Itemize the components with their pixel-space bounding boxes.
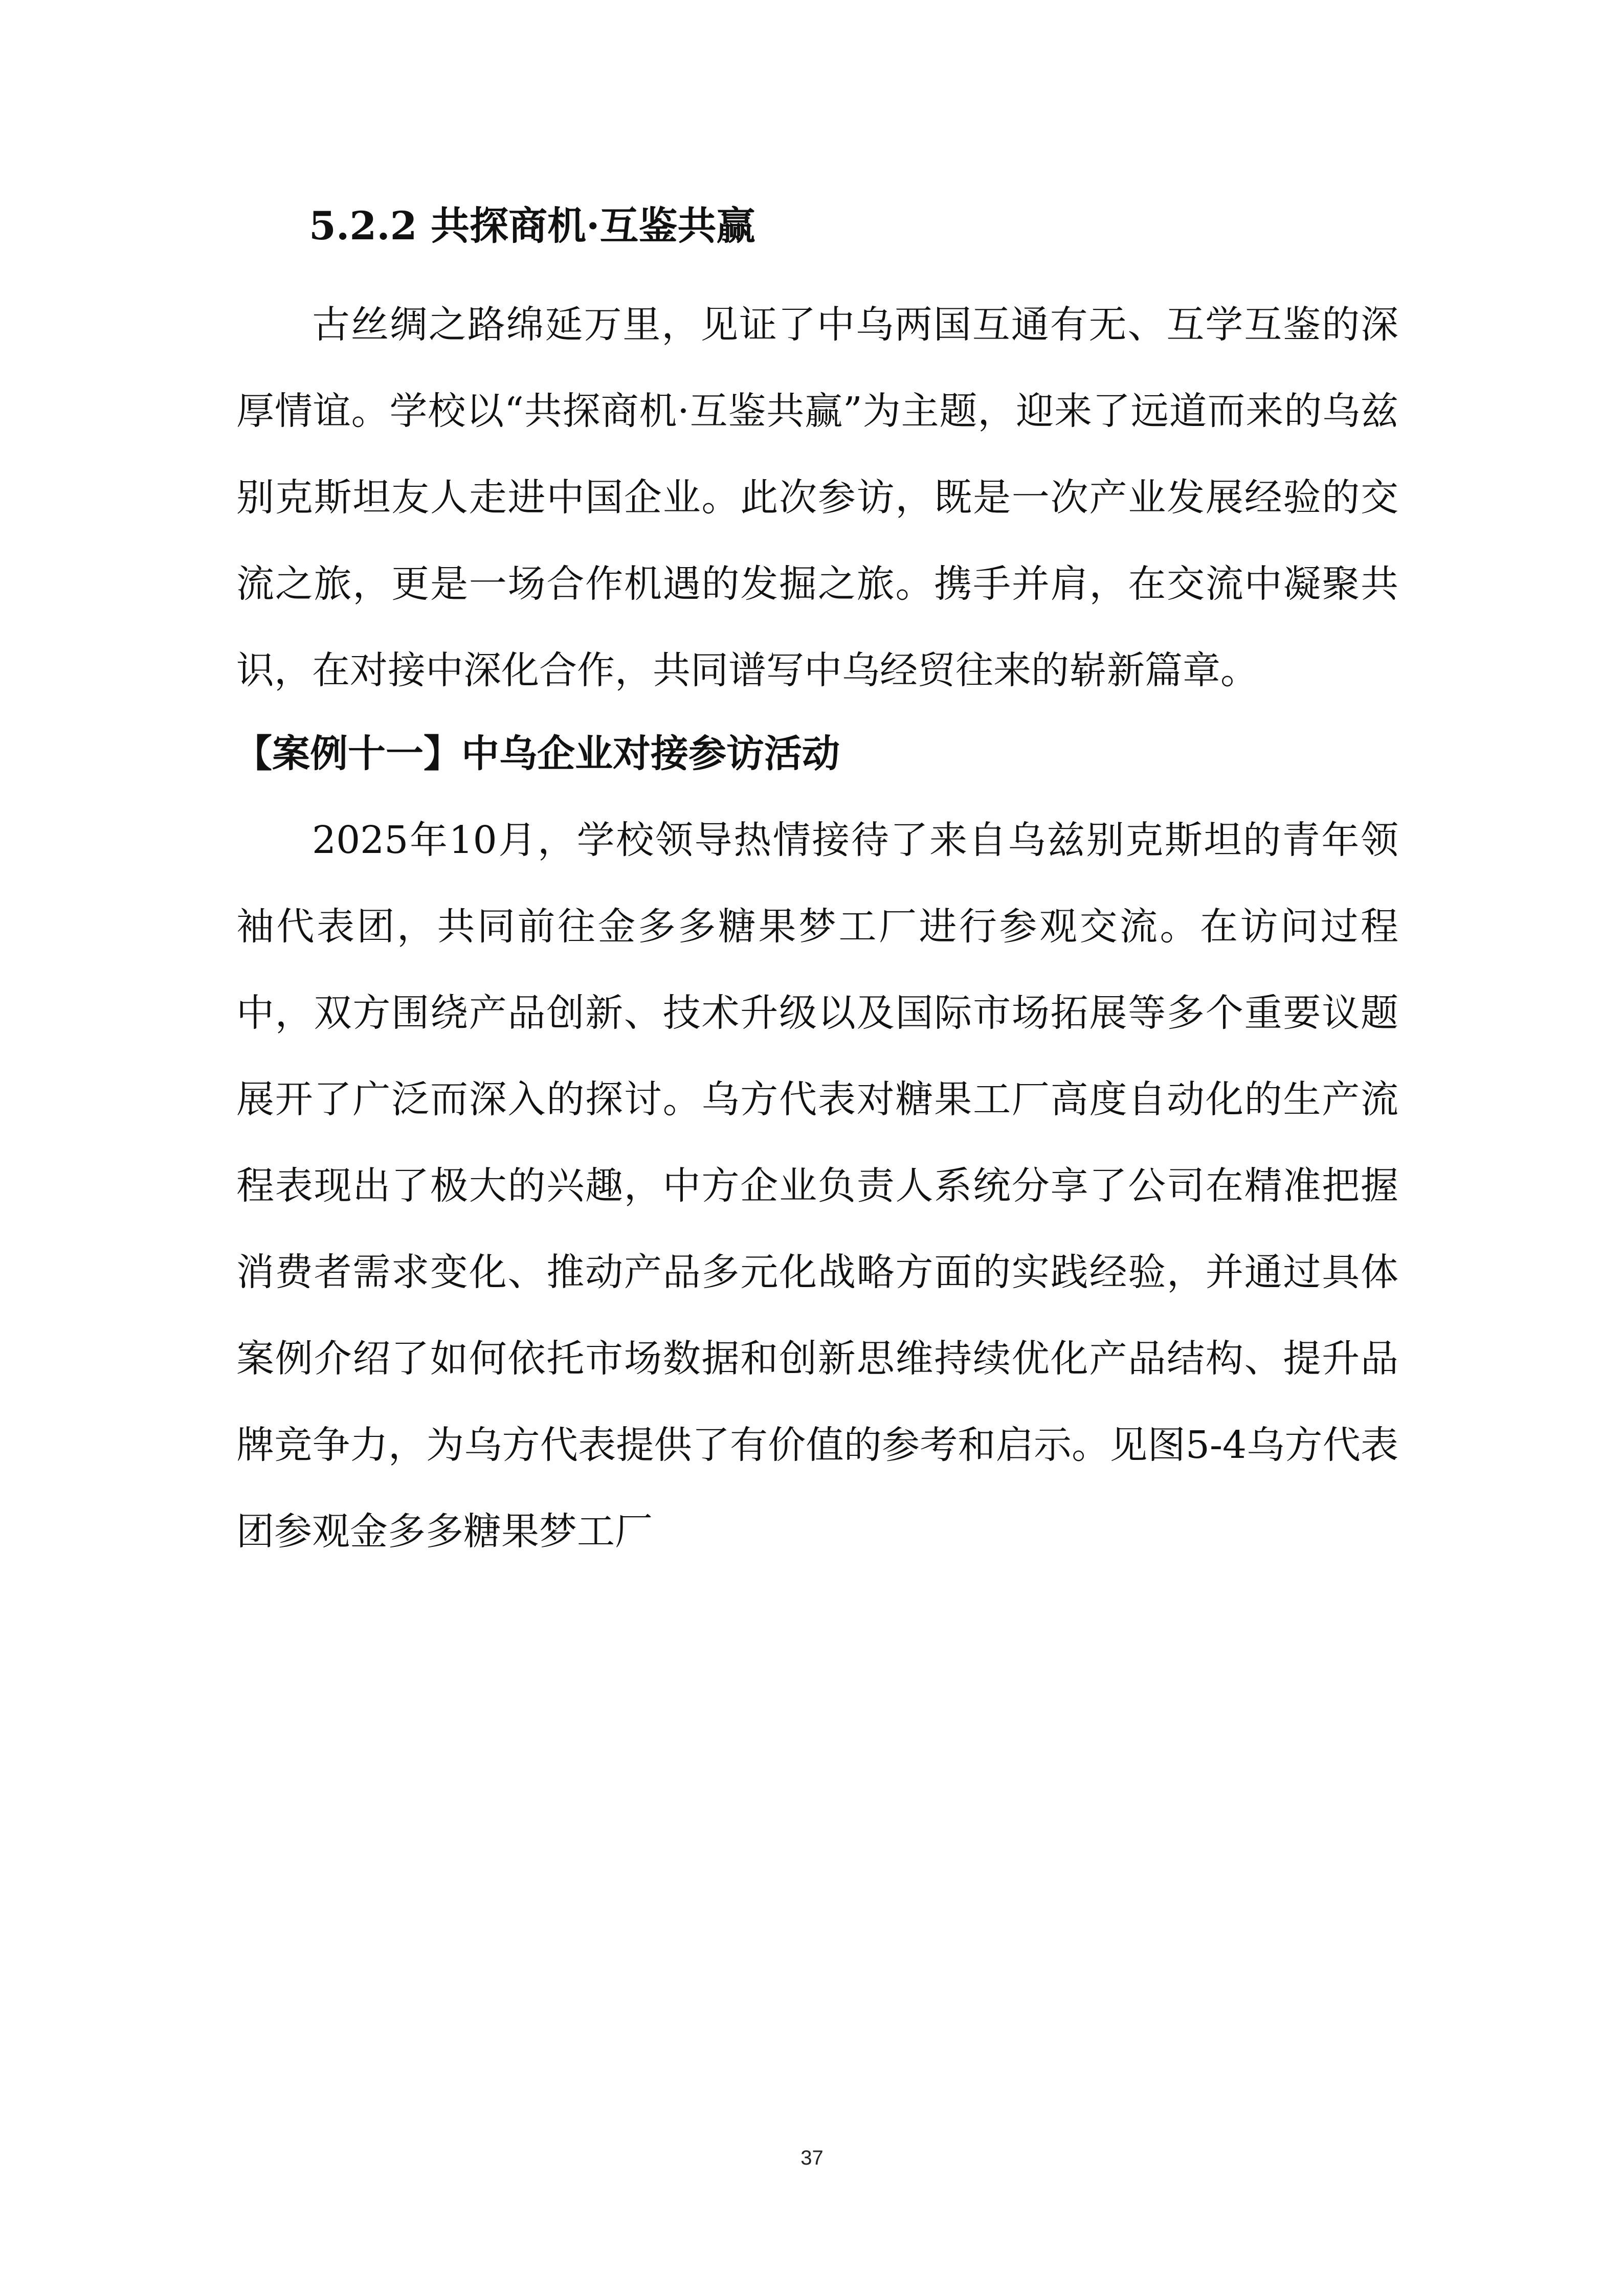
- section-heading: 5.2.2 共探商机·互鉴共赢: [309, 203, 755, 249]
- page-content: [236, 196, 1398, 1575]
- page-number: 37: [800, 2147, 824, 2169]
- case-body-paragraph: 2025年10月，学校领导热情接待了来自乌兹别克斯坦的青年领袖代表团，共同前往金多多糖果梦工厂进行参观交流。在访问过程中，双方围绕产品创新、技术升级以及国际市场拓展等多个重要议题展开了广泛而深入的探讨。乌方代表对糖果工厂高度自动化的生产流程表现出了极大的兴趣，中方企业负责人系统分享了公司在精准把握消费者需求变化、推动产品多元化战略方面的实践经验，并通过具体案例介绍了如何依托市场数据和创新思维持续优化产品结构、提升品牌竞争力，为乌方代表提供了有价值的参考和启示。见图5-4乌方代表团参观金多多糖果梦工厂: [236, 818, 1398, 1554]
- section-intro-paragraph: 古丝绸之路绵延万里，见证了中乌两国互通有无、互学互鉴的深厚情谊。学校以“共探商机·互鉴共赢”为主题，迎来了远道而来的乌兹别克斯坦友人走进中国企业。此次参访，既是一次产业发展经验的交流之旅，更是一场合作机遇的发掘之旅。携手并肩，在交流中凝聚共识，在对接中深化合作，共同谱写中乌经贸往来的崭新篇章。: [236, 303, 1398, 692]
- case-heading: 【案例十一】中乌企业对接参访活动: [234, 732, 840, 776]
